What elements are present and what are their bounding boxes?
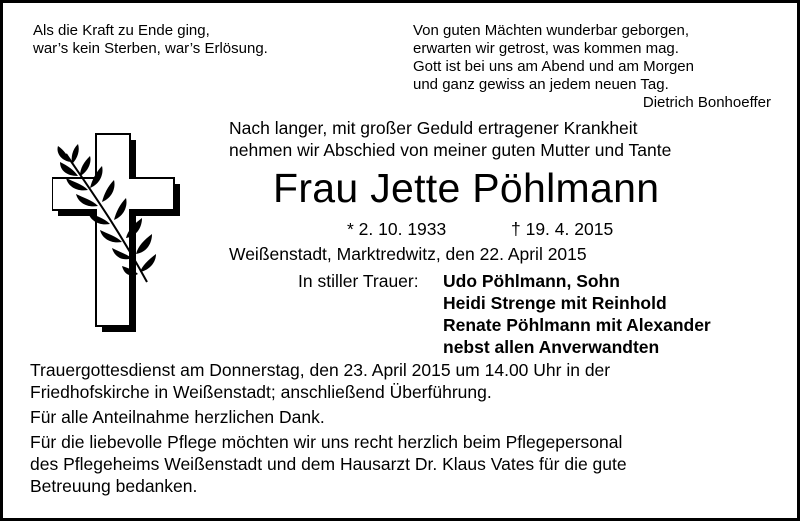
mourner-4: nebst allen Anverwandten [443, 337, 660, 357]
quote-right-line-1: Von guten Mächten wunderbar geborgen, [413, 22, 690, 39]
quote-right-line-4: und ganz gewiss an jedem neuen Tag. [413, 76, 669, 93]
intro-line-1: Nach langer, mit großer Geduld ertragener Krankheit [229, 118, 638, 138]
mourners-label: In stiller Trauer: [298, 271, 419, 291]
service-line-1: Trauergottesdienst am Donnerstag, den 23. April 2015 um 14.00 Uhr in der [30, 360, 611, 380]
thanks-line: Für alle Anteilnahme herzlichen Dank. [30, 407, 325, 427]
birth-date: * 2. 10. 1933 [347, 219, 447, 239]
cross-with-palm-branch-icon [52, 132, 182, 337]
quote-right-line-2: erwarten wir getrost, was kommen mag. [413, 40, 679, 57]
intro-line-2: nehmen wir Abschied von meiner guten Mutter und Tante [229, 140, 672, 160]
quote-right-line-3: Gott ist bei uns am Abend und am Morgen [413, 58, 694, 75]
quote-author: Dietrich Bonhoeffer [642, 94, 771, 111]
care-thanks-line-1: Für die liebevolle Pflege möchten wir uns recht herzlich beim Pflegepersonal [30, 432, 623, 452]
mourner-2: Heidi Strenge mit Reinhold [443, 293, 667, 313]
place-date: Weißenstadt, Marktredwitz, den 22. April 2015 [229, 244, 587, 264]
quote-left-line-1: Als die Kraft zu Ende ging, [33, 22, 210, 39]
mourner-3: Renate Pöhlmann mit Alexander [443, 315, 711, 335]
deceased-name: Frau Jette Pöhlmann [273, 165, 660, 211]
service-line-2: Friedhofskirche in Weißenstadt; anschließend Überführung. [30, 382, 492, 402]
quote-left-line-2: war’s kein Sterben, war’s Erlösung. [33, 40, 268, 57]
care-thanks-line-2: des Pflegeheims Weißenstadt und dem Hausarzt Dr. Klaus Vates für die gute [30, 454, 627, 474]
death-date: † 19. 4. 2015 [511, 219, 614, 239]
mourner-1: Udo Pöhlmann, Sohn [443, 271, 620, 291]
care-thanks-line-3: Betreuung bedanken. [30, 476, 198, 496]
